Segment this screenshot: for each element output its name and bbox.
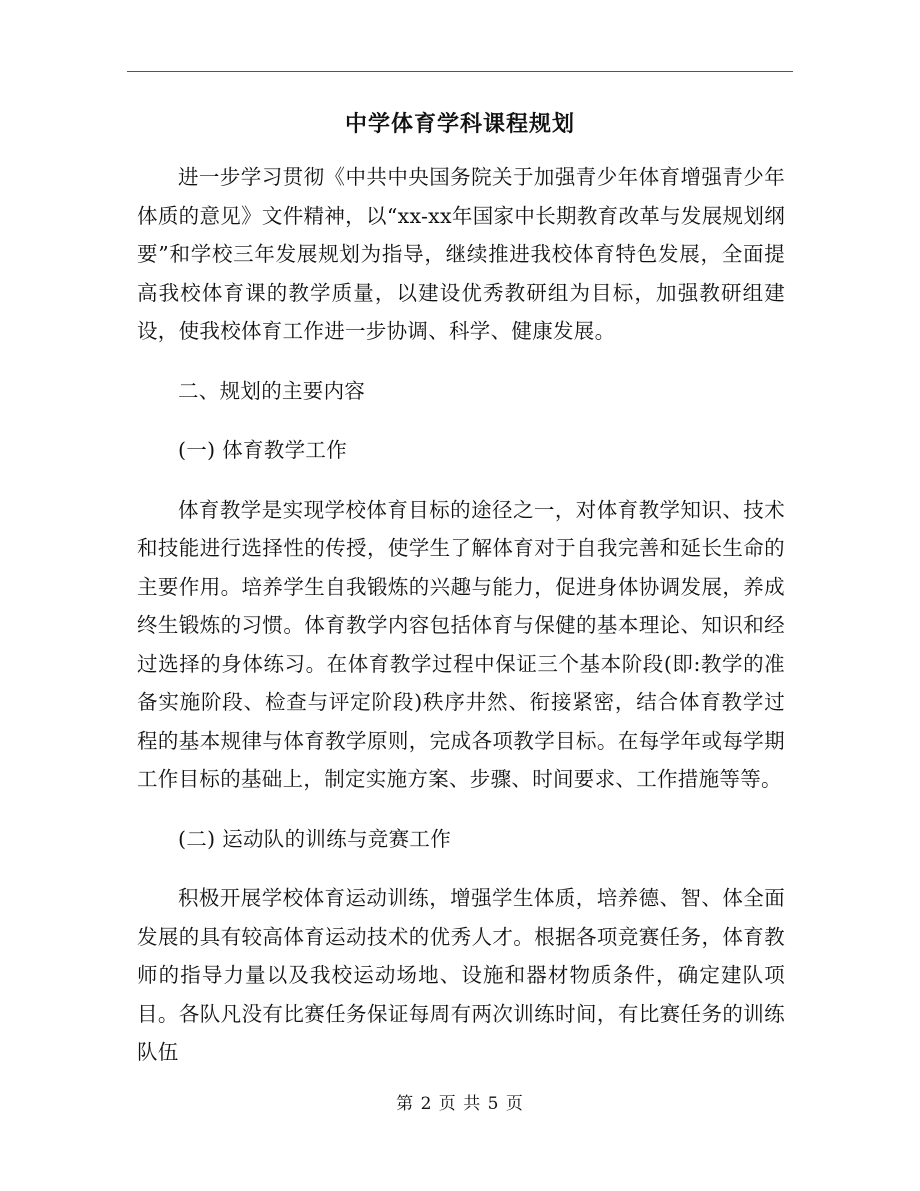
document-body xyxy=(137,158,785,1072)
header-rule xyxy=(127,71,793,72)
page-footer: 第 2 页 共 5 页 xyxy=(396,1094,524,1114)
subsection-heading: (一) 体育教学工作 xyxy=(178,438,348,462)
section-heading: 二、规划的主要内容 xyxy=(178,378,366,403)
teaching-paragraph: 体育教学是实现学校体育目标的途径之一，对体育教学知识、技术和技能进行选择性的传授，使学生了解体育对于自我完善和延长生命的主要作用。培养学生自我锻炼的兴趣与能力，促进身体协调发展，养成终生锻炼的习惯。体育教学内容包括体育与保健的基本理论、知识和经过选择的身体练习。在体育教学过程中保证三个基本阶段(即:教学的准备实施阶段、检查与评定阶段)秩序井然、衔接紧密，结合体育教学过程的基本规律与体育教学原则，完成各项教学目标。在每学年或每学期工作目标的基础上，制定实施方案、步骤、时间要求、工作措施等等。 xyxy=(137,497,785,791)
intro-paragraph: 进一步学习贯彻《中共中央国务院关于加强青少年体育增强青少年体质的意见》文件精神，以“xx-xx年国家中长期教育改革与发展规划纲要”和学校三年发展规划为指导，继续推进我校体育特色发展，全面提高我校体育课的教学质量，以建设优秀教研组为目标，加强教研组建设，使我校体育工作进一步协调、科学、健康发展。 xyxy=(137,165,785,343)
training-paragraph: 积极开展学校体育运动训练，增强学生体质，培养德、智、体全面发展的具有较高体育运动技术的优秀人才。根据各项竞赛任务，体育教师的指导力量以及我校运动场地、设施和器材物质条件，确定建队项目。各队凡没有比赛任务保证每周有两次训练时间，有比赛任务的训练队伍 xyxy=(137,886,785,1064)
subsection-heading: (二) 运动队的训练与竞赛工作 xyxy=(178,826,452,851)
page-title: 中学体育学科课程规划 xyxy=(344,111,575,137)
